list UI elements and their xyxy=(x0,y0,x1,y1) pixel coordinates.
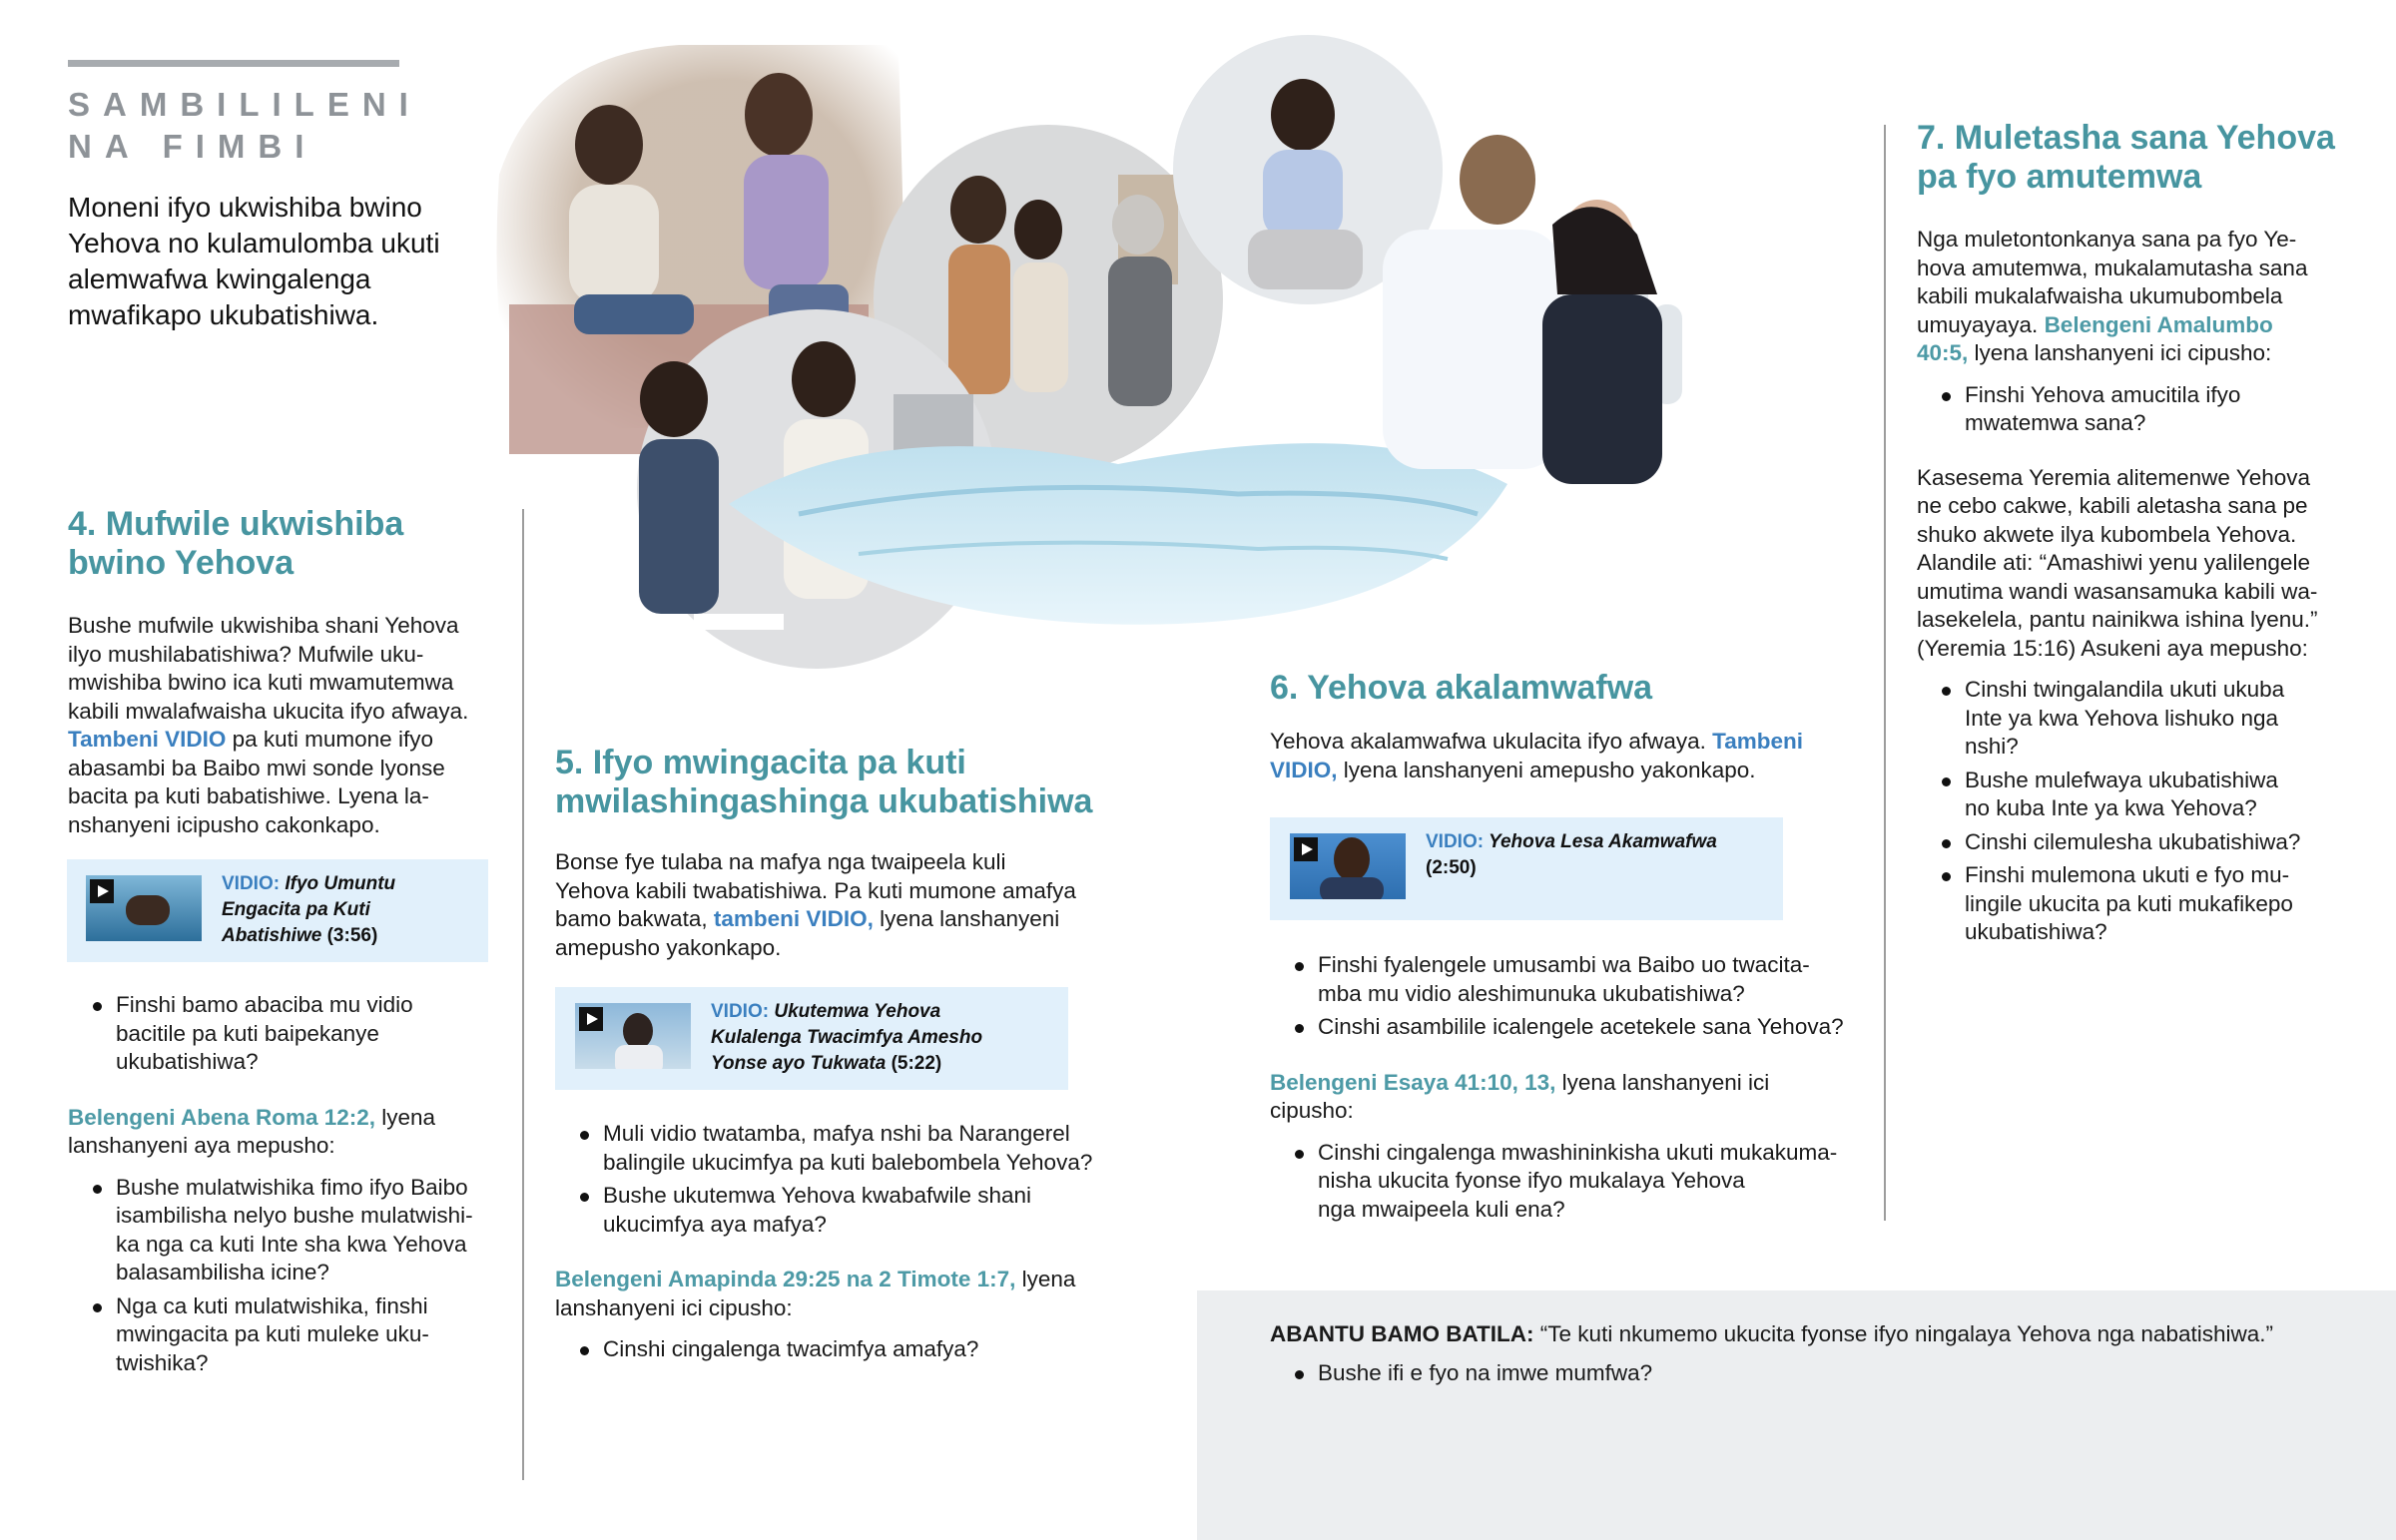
question-item: Finshi bamo abaciba mu vidio bacitile pa kuti baipekanye ukubatishiwa? xyxy=(68,991,507,1077)
play-icon[interactable] xyxy=(579,1007,603,1031)
some-say-content xyxy=(1270,1320,2368,1392)
play-icon[interactable] xyxy=(90,879,114,903)
read-scripture-6: Belengeni Esaya 41:10, 13, lyena lanshanyeni ici cipusho: xyxy=(1270,1069,1770,1123)
question-item: Cinshi twingalandila ukuti ukuba Inte ya kwa Yehova lishuko nga nshi? xyxy=(1917,676,2366,762)
scripture-link[interactable]: 40:5, xyxy=(1917,340,1969,365)
video-card-5[interactable] xyxy=(555,987,1068,1090)
read-scripture-5: Belengeni Amapinda 29:25 na 2 Timote 1:7, lyena lanshanyeni ici cipusho: xyxy=(555,1267,1076,1320)
section-5 xyxy=(555,744,1174,962)
section-4-questions xyxy=(68,991,507,1382)
column-divider-1 xyxy=(522,509,524,1480)
intro-text: Moneni ifyo ukwishiba bwino Yehova no kulamulomba ukuti alemwafwa kwingalenga mwafikapo ukubatishiwa. xyxy=(68,192,440,330)
scripture-link[interactable]: Belengeni Esaya 41:10, 13, xyxy=(1270,1069,1556,1095)
video-thumbnail[interactable] xyxy=(575,1003,691,1069)
kicker-heading xyxy=(68,84,427,168)
question-item: Cinshi cingalenga twacimfya amafya? xyxy=(555,1335,1174,1364)
section-4 xyxy=(68,505,497,839)
video-card-4[interactable] xyxy=(67,859,488,962)
section-6 xyxy=(1270,669,1869,784)
question-item: Finshi Yehova amucitila ifyo mwatemwa sana? xyxy=(1917,381,2366,438)
illustration-group xyxy=(479,35,1827,674)
play-icon[interactable] xyxy=(1294,837,1318,861)
question-item: Cinshi cingalenga mwashininkisha ukuti mukakuma- nisha ukucita fyonse ifyo mukalaya Yehova nga mwaipeela kuli ena? xyxy=(1270,1139,1889,1225)
question-item: Finshi mulemona ukuti e fyo mu- lingile ukucita pa kuti mukafikepo ukubatishiwa? xyxy=(1917,861,2366,947)
watch-video-link[interactable]: Tambeni xyxy=(1712,729,1804,754)
section-5-paragraph: Bonse fye tulaba na mafya nga twaipeela kuli Yehova kabili twabatishiwa. Pa kuti mumone amafya bamo bakwata, tambeni VIDIO, lyena lanshanyeni amepusho yakonkapo. xyxy=(555,849,1076,960)
kicker-line-2: NA FIMBI xyxy=(68,128,317,165)
scripture-link[interactable]: Belengeni Amalumbo xyxy=(2044,311,2273,337)
video-title-6[interactable]: VIDIO: Yehova Lesa Akamwafwa (2:50) xyxy=(1426,831,1717,878)
video-card-6[interactable] xyxy=(1270,817,1783,920)
kicker-rule xyxy=(68,60,399,67)
scripture-link[interactable]: Belengeni Amapinda 29:25 na 2 Timote 1:7, xyxy=(555,1267,1016,1291)
question-item: Cinshi cilemulesha ukubatishiwa? xyxy=(1917,828,2366,857)
kicker-line-1: SAMBILILENI xyxy=(68,86,421,123)
section-4-title: 4. Mufwile ukwishiba bwino Yehova xyxy=(68,505,404,582)
section-6-title: 6. Yehova akalamwafwa xyxy=(1270,669,1653,707)
video-title-4[interactable]: VIDIO: Ifyo Umuntu Engacita pa Kuti Abatishiwe (3:56) xyxy=(222,873,396,946)
section-6-questions xyxy=(1270,951,1889,1229)
watch-video-link[interactable]: tambeni VIDIO, xyxy=(713,906,874,931)
question-item: Finshi fyalengele umusambi wa Baibo uo twacita- mba mu vidio aleshimunuka ukubatishiwa? xyxy=(1270,951,1889,1008)
watch-video-link[interactable]: Tambeni VIDIO xyxy=(68,727,227,752)
section-6-paragraph: Yehova akalamwafwa ukulacita ifyo afwaya. Tambeni VIDIO, lyena lanshanyeni amepusho yakonkapo. xyxy=(1270,729,1804,782)
question-item: Bushe mulefwaya ukubatishiwa no kuba Inte ya kwa Yehova? xyxy=(1917,767,2366,823)
section-4-paragraph: Bushe mufwile ukwishiba shani Yehova ilyo mushilabatishiwa? Mufwile uku- mwishiba bwino ica kuti mwamutemwa kabili mwalafwaisha ukucita ifyo afwaya. Tambeni VIDIO pa kuti mumone ifyo abasambi ba Baibo mwi sonde lyonse bacita pa kuti babatishiwe. Lyena la- nshanyeni icipusho cakonkapo. xyxy=(68,613,469,837)
section-7 xyxy=(1917,119,2366,952)
section-7-paragraph-1: Nga muletontonkanya sana pa fyo Ye- hova amutemwa, mukalamutasha sana kabili mukalafwaisha ukumubombela umuyayaya. Belengeni Amalumbo 40:5, lyena lanshanyeni ici cipusho: xyxy=(1917,227,2308,365)
watch-video-link[interactable]: VIDIO, xyxy=(1270,757,1338,782)
question-item: Nga ca kuti mulatwishika, finshi mwingacita pa kuti muleke uku- twishika? xyxy=(68,1292,507,1378)
question-item: Bushe mulatwishika fimo ifyo Baibo isambilisha nelyo bushe mulatwishi- ka nga ca kuti Inte sha kwa Yehova balasambilisha icine? xyxy=(68,1174,507,1287)
question-item: Bushe ifi e fyo na imwe mumfwa? xyxy=(1270,1359,2368,1388)
video-thumbnail[interactable] xyxy=(86,875,202,941)
read-scripture-4: Belengeni Abena Roma 12:2, lyena lanshanyeni aya mepusho: xyxy=(68,1104,436,1158)
section-7-paragraph-2: Kasesema Yeremia alitemenwe Yehova ne cebo cakwe, kabili aletasha sana pe shuko akwete ilya kubombela Yehova. Alandile ati: “Amashiwi yenu yalilengele umutima wandi wasansamuka kabili wa- lasekelela, pantu nainikwa ishina lyenu.” (Yeremia 15:16) Asukeni aya mepusho: xyxy=(1917,464,2318,661)
video-title-5[interactable]: VIDIO: Ukutemwa Yehova Kulalenga Twacimfya Amesho Yonse ayo Tukwata (5:22) xyxy=(711,1001,983,1074)
question-item: Bushe ukutemwa Yehova kwabafwile shani ukucimfya aya mafya? xyxy=(555,1182,1174,1239)
video-thumbnail[interactable] xyxy=(1290,833,1406,899)
section-5-title: 5. Ifyo mwingacita pa kuti mwilashingashinga ukubatishiwa xyxy=(555,744,1093,820)
question-item: Muli vidio twatamba, mafya nshi ba Narangerel balingile ukucimfya pa kuti balebombela Yehova? xyxy=(555,1120,1174,1177)
section-5-questions xyxy=(555,1120,1174,1369)
scripture-link[interactable]: Belengeni Abena Roma 12:2, xyxy=(68,1104,376,1130)
section-7-title: 7. Muletasha sana Yehova pa fyo amutemwa xyxy=(1917,119,2335,196)
some-say-quote: ABANTU BAMO BATILA: “Te kuti nkumemo ukucita fyonse ifyo ningalaya Yehova nga nabatishiwa.” xyxy=(1270,1321,2273,1346)
question-item: Cinshi asambilile icalengele acetekele sana Yehova? xyxy=(1270,1013,1889,1042)
